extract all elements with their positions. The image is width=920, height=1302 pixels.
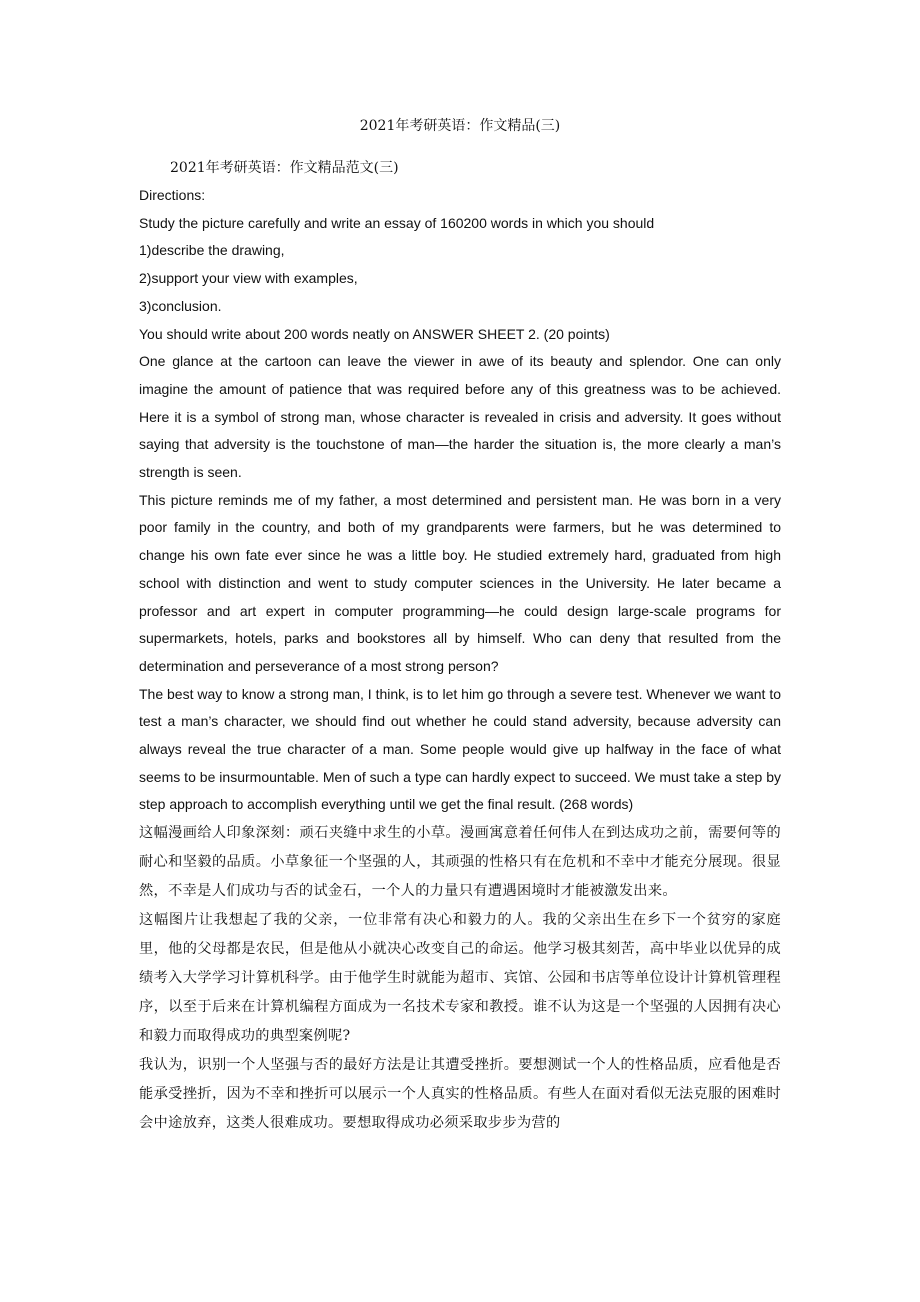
chinese-paragraph-3: 我认为，识别一个人坚强与否的最好方法是让其遭受挫折。要想测试一个人的性格品质，应看他是否能承受挫折，因为不幸和挫折可以展示一个人真实的性格品质。有些人在面对看似无法克服的困难时会中途放弃，这类人很难成功。要想取得成功必须采取步步为营的 <box>139 1057 781 1132</box>
document-subtitle: 2021年考研英语：作文精品范文(三) <box>170 160 399 176</box>
task-item-describe: 1)describe the drawing, <box>139 242 285 259</box>
chinese-paragraph-2: 这幅图片让我想起了我的父亲，一位非常有决心和毅力的人。我的父亲出生在乡下一个贫穷的家庭里，他的父母都是农民，但是他从小就决心改变自己的命运。他学习极其刻苦，高中毕业以优异的成绩考入大学学习计算机科学。由于他学生时就能为超市、宾馆、公园和书店等单位设计计算机管理程序，以至于后来在计算机编程方面成为一名技术专家和教授。谁不认为这是一个坚强的人因拥有决心和毅力而取得成功的典型案例呢? <box>139 912 781 1045</box>
task-item-support: 2)support your view with examples, <box>139 270 358 287</box>
english-paragraph-2: This picture reminds me of my father, a most determined and persistent man. He was born in a very poor family in the country, and both of my grandparents were farmers, but he was determined to change his own fate ever since he was a little boy. He studied extremely hard, graduated from high school with distinction and went to study computer sciences in the University. He later became a professor and art expert in computer programming—he could design large-scale programs for supermarkets, hotels, parks and bookstores all by himself. Who can deny that resulted from the determination and perseverance of a most strong person? <box>139 491 781 674</box>
instruction-text: Study the picture carefully and write an essay of 160200 words in which you should <box>139 214 655 231</box>
english-paragraph-3: The best way to know a strong man, I think, is to let him go through a severe test. Whenever we want to test a man’s character, we should find out whether he could stand adversity, because adversity can always reveal the true character of a man. Some people would give up halfway in the face of what seems to be insurmountable. Men of such a type can hardly expect to succeed. We must take a step by step approach to accomplish everything until we get the final result. (268 words) <box>139 685 781 813</box>
directions-heading: Directions: <box>139 187 206 203</box>
document-page <box>139 112 781 1138</box>
document-title: 2021年考研英语：作文精品(三) <box>359 118 561 134</box>
task-item-conclusion: 3)conclusion. <box>139 297 222 314</box>
chinese-paragraph-1: 这幅漫画给人印象深刻：顽石夹缝中求生的小草。漫画寓意着任何伟人在到达成功之前，需要何等的耐心和坚毅的品质。小草象征一个坚强的人，其顽强的性格只有在危机和不幸中才能充分展现。很显然，不幸是人们成功与否的试金石，一个人的力量只有遭遇困境时才能被激发出来。 <box>139 825 781 900</box>
answer-sheet-note: You should write about 200 words neatly on ANSWER SHEET 2. (20 points) <box>139 325 610 342</box>
english-paragraph-1: One glance at the cartoon can leave the viewer in awe of its beauty and splendor. One can only imagine the amount of patience that was required before any of this greatness was to be achieved. Here it is a symbol of strong man, whose character is revealed in crisis and adversity. It goes without saying that adversity is the touchstone of man—the harder the situation is, the more clearly a man’s strength is seen. <box>139 353 781 481</box>
